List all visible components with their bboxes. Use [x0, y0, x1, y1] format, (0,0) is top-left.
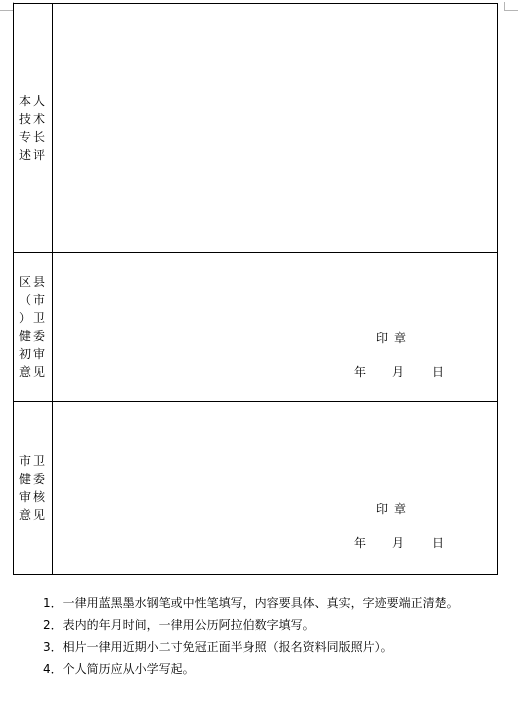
label-line: 本人 [18, 94, 47, 108]
self-assessment-row [14, 4, 497, 253]
district-opinion-label [14, 253, 53, 401]
month-label: 月 [392, 536, 405, 550]
evaluation-form-table [13, 3, 498, 575]
self-assessment-label [14, 4, 53, 252]
label-line: 审核 [18, 490, 47, 504]
label-line: 区县 [18, 275, 47, 289]
note-item: 2．表内的年月时间，一律用公历阿拉伯数字填写。 [43, 618, 315, 632]
crop-mark-left [0, 2, 14, 11]
district-opinion-field[interactable] [53, 253, 497, 401]
city-opinion-label [14, 402, 53, 574]
label-line: 专长 [18, 130, 47, 144]
district-opinion-row [14, 253, 497, 402]
label-line: 健委 [18, 329, 47, 343]
seal-label: 印章 [376, 502, 413, 516]
note-item: 3．相片一律用近期小二寸免冠正面半身照（报名资料同版照片）。 [43, 640, 393, 654]
month-label: 月 [392, 365, 405, 379]
year-label: 年 [354, 536, 367, 550]
note-item: 4．个人简历应从小学写起。 [43, 662, 195, 676]
self-assessment-field[interactable] [53, 4, 497, 252]
label-line: 意见 [18, 365, 47, 379]
day-label: 日 [432, 536, 445, 550]
year-label: 年 [354, 365, 367, 379]
city-opinion-row [14, 402, 497, 574]
label-line: 市卫 [18, 454, 47, 468]
seal-label: 印章 [376, 331, 413, 345]
label-line: 健委 [18, 472, 47, 486]
instructions-notes [13, 592, 503, 680]
label-line: （市 [18, 293, 47, 307]
city-opinion-field[interactable] [53, 402, 497, 574]
day-label: 日 [432, 365, 445, 379]
note-item: 1．一律用蓝黑墨水钢笔或中性笔填写，内容要具体、真实，字迹要端正清楚。 [43, 596, 459, 610]
label-line: 技术 [18, 112, 47, 126]
label-line: 初审 [18, 347, 47, 361]
label-line: 述评 [18, 148, 47, 162]
crop-mark-right [504, 2, 518, 11]
label-line: ）卫 [18, 311, 47, 325]
label-line: 意见 [18, 508, 47, 522]
